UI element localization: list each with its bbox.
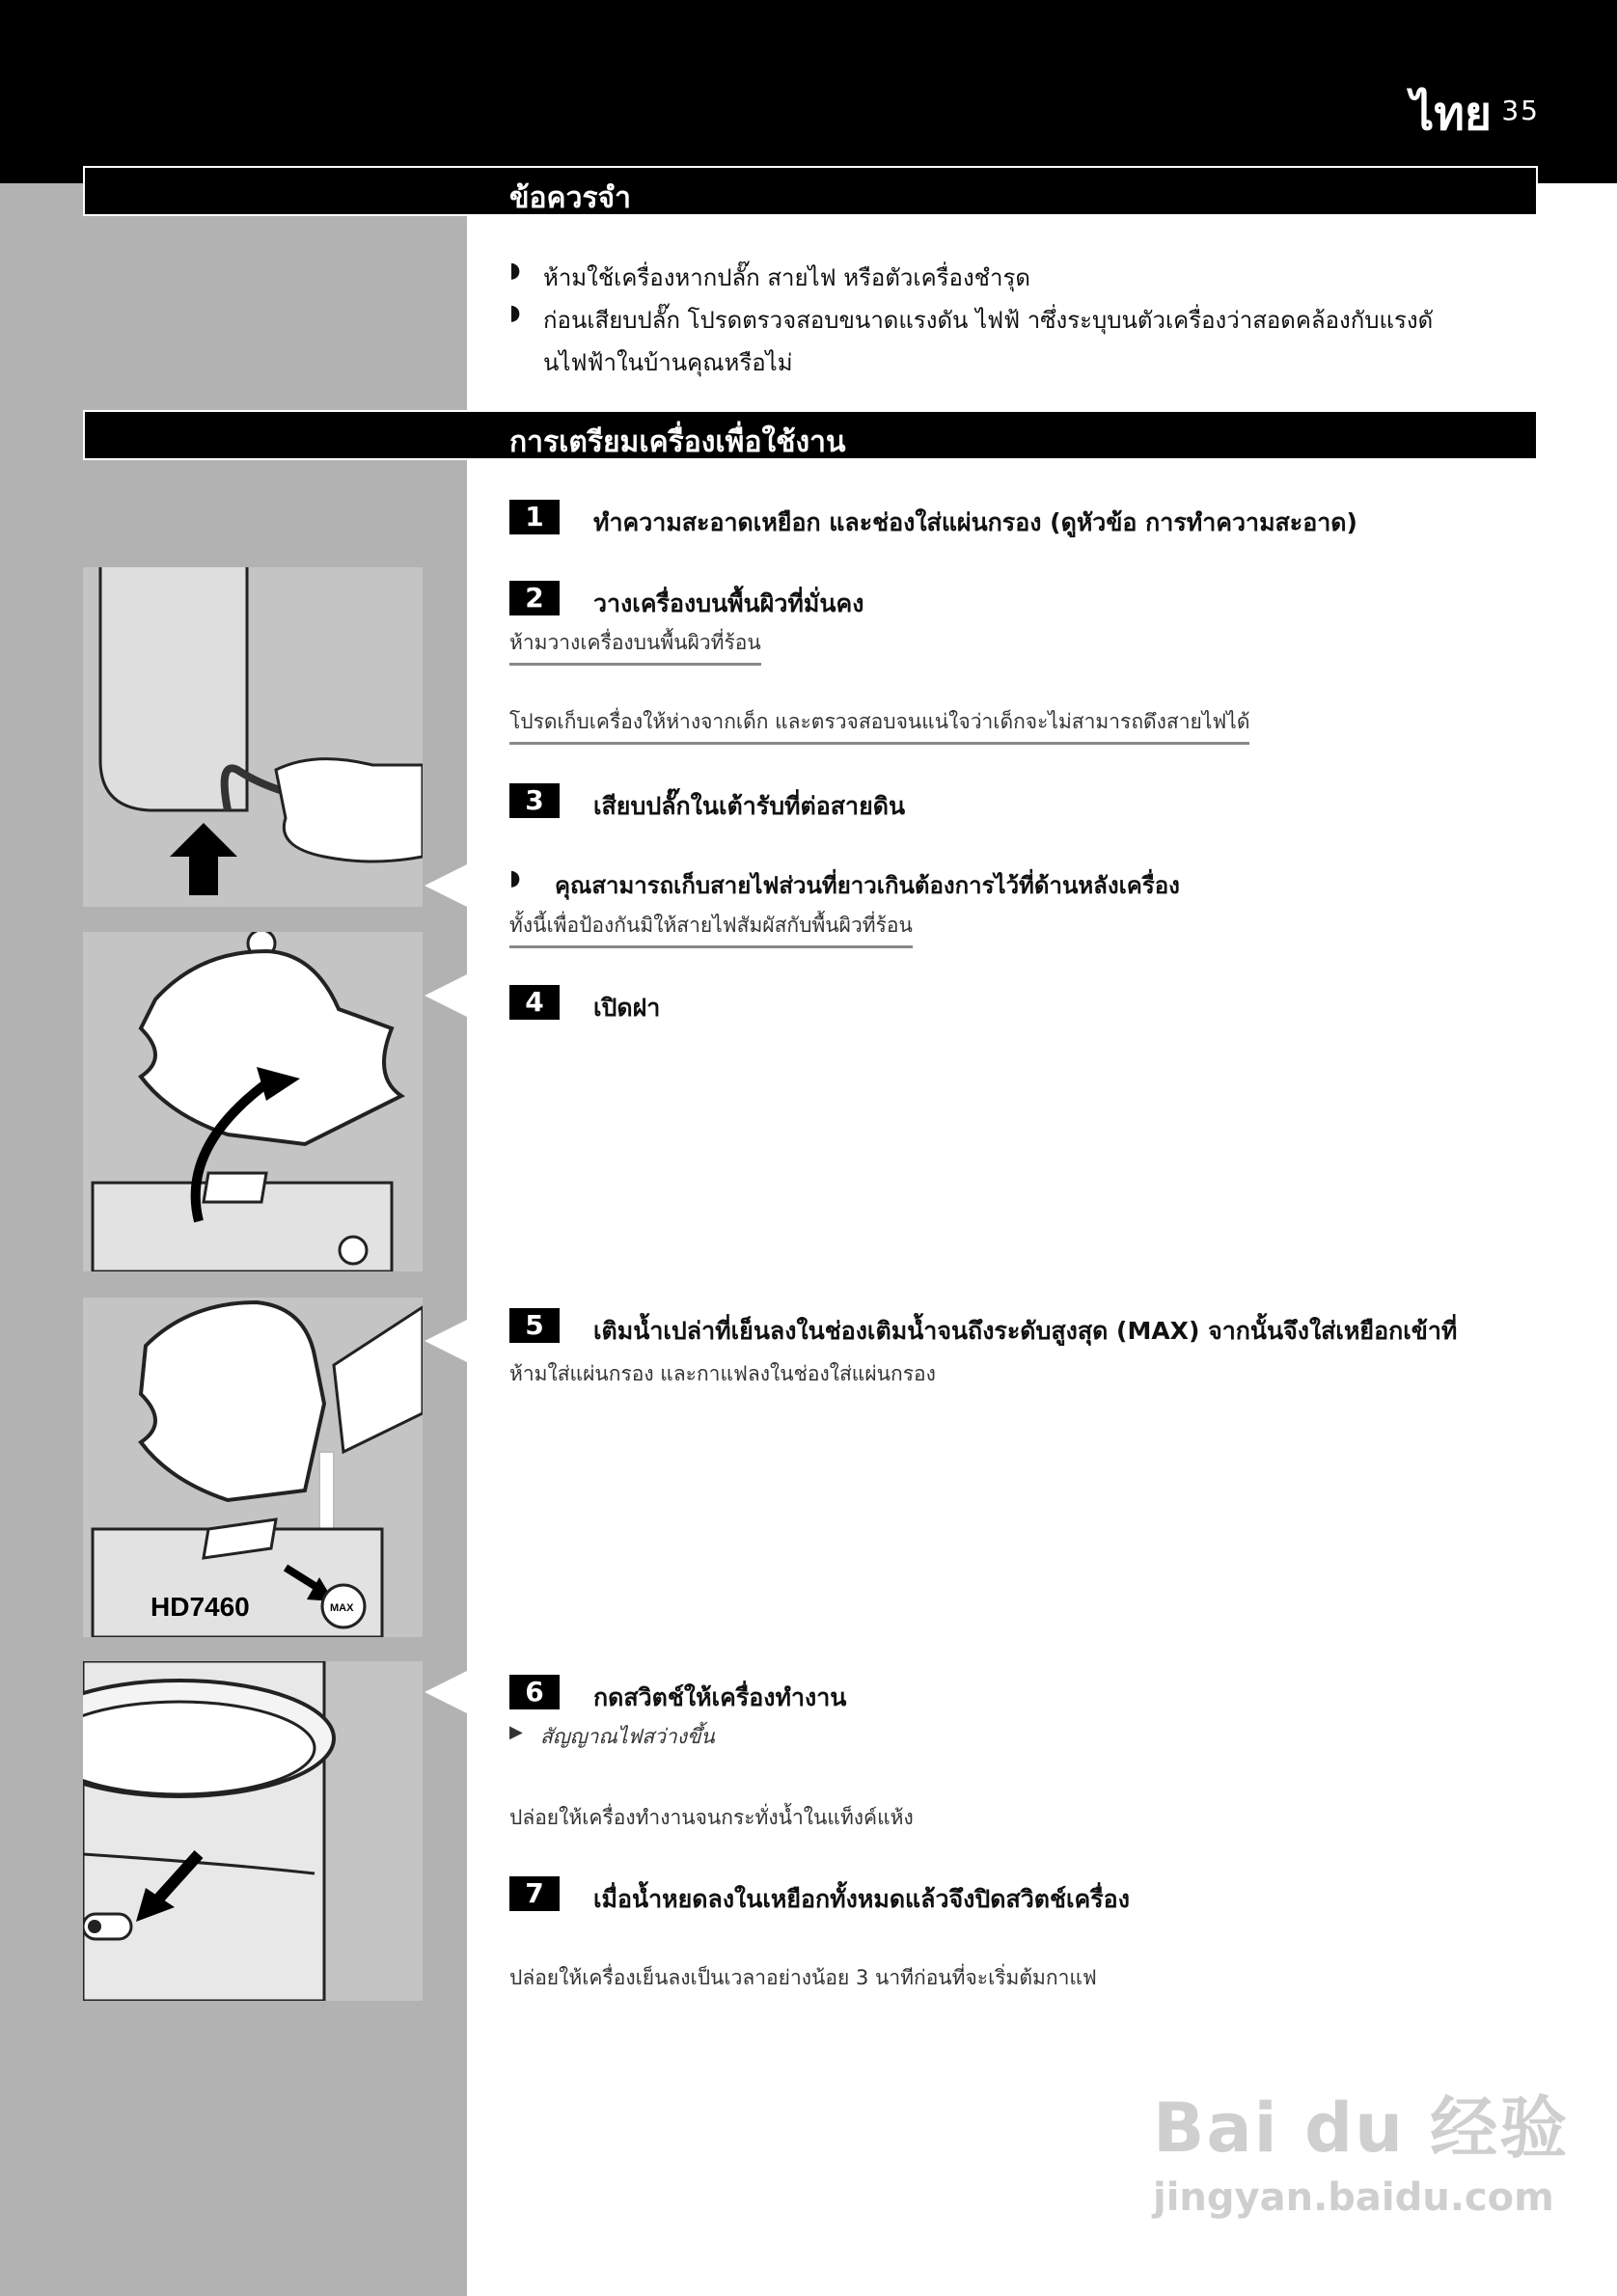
step-number-4: 4 <box>509 985 560 1020</box>
pointer-triangle <box>425 1671 467 1713</box>
switch-on-drawing <box>83 1661 423 2001</box>
step2-note-children: โปรดเก็บเครื่องให้ห่างจากเด็ก และตรวจสอบจนแน่ใจว่าเด็กจะไม่สามารถดึงสายไฟได้ <box>509 706 1249 745</box>
important-bullet-1: ห้ามใช้เครื่องหากปลั๊ก สายไฟ หรือตัวเครื่องชำรุด <box>543 264 1030 291</box>
bullet-icon: ◗ <box>509 866 521 890</box>
illustration-switch-on <box>83 1661 423 2001</box>
pointer-triangle <box>425 1320 467 1362</box>
important-bullet-2-cont: นไฟฟ้าในบ้านคุณหรือไม่ <box>543 349 793 376</box>
step3-cord-note: ทั้งนี้เพื่อป้องกันมิให้สายไฟสัมผัสกับพื้นผิวที่ร้อน <box>509 910 913 948</box>
section-header-prepare <box>83 410 1538 460</box>
pointer-triangle <box>425 974 467 1017</box>
important-bullet-2: ก่อนเสียบปลั๊ก โปรดตรวจสอบขนาดแรงดัน ไฟฟ้ าซึ่งระบุบนตัวเครื่องว่าสอดคล้องกับแรงดั <box>543 307 1434 334</box>
step-text-6: กดสวิตช์ให้เครื่องทำงาน <box>593 1683 847 1711</box>
illustration-open-lid <box>83 932 423 1271</box>
max-label: MAX <box>330 1602 354 1614</box>
watermark-url: jingyan.baidu.com <box>1153 2175 1554 2220</box>
open-lid-drawing <box>83 932 423 1271</box>
section-title-prepare: การเตรียมเครื่องเพื่อใช้งาน <box>509 425 846 459</box>
header-bar <box>0 0 1617 183</box>
step-text-3: เสียบปลั๊กในเต้ารับที่ต่อสายดิน <box>593 792 906 820</box>
step5-note: ห้ามใส่แผ่นกรอง และกาแฟลงในช่องใส่แผ่นกรอง <box>509 1362 936 1385</box>
bullet-icon: ◗ <box>509 301 521 325</box>
step-number-6: 6 <box>509 1675 560 1709</box>
step-text-5: เติมน้ำเปล่าที่เย็นลงในช่องเติมน้ำจนถึงระดับสูงสุด (MAX) จากนั้นจึงใส่เหยือกเข้าที่ <box>593 1317 1458 1345</box>
step6-result: สัญญาณไฟสว่างขึ้น <box>540 1725 715 1748</box>
watermark-brand: Bai du 经验 <box>1153 2089 1570 2168</box>
page-number: 35 <box>1501 95 1540 126</box>
illustration-fill-water <box>83 1298 423 1637</box>
illustration-plug-cord <box>83 567 423 907</box>
result-arrow-icon: ▶ <box>509 1722 523 1742</box>
bullet-icon: ◗ <box>509 259 521 283</box>
plug-cord-drawing <box>83 567 423 907</box>
step-number-5: 5 <box>509 1308 560 1343</box>
pointer-triangle <box>425 864 467 907</box>
section-header-important <box>83 166 1538 216</box>
language-label: ไทย <box>1411 87 1492 141</box>
step6-after-note: ปล่อยให้เครื่องทำงานจนกระทั่งน้ำในแท็งค์แห้ง <box>509 1806 914 1829</box>
step-text-4: เปิดฝา <box>593 994 661 1022</box>
step-text-1: ทำความสะอาดเหยือก และช่องใส่แผ่นกรอง (ดูหัวข้อ การทำความสะอาด) <box>593 508 1357 536</box>
model-label: HD7460 <box>151 1592 250 1622</box>
step7-after-note: ปล่อยให้เครื่องเย็นลงเป็นเวลาอย่างน้อย 3 นาทีก่อนที่จะเริ่มต้มกาแฟ <box>509 1966 1097 1989</box>
step3-cord-tip: คุณสามารถเก็บสายไฟส่วนที่ยาวเกินต้องการไว้ที่ด้านหลังเครื่อง <box>555 872 1180 899</box>
fill-water-drawing <box>83 1298 423 1637</box>
step-number-7: 7 <box>509 1876 560 1911</box>
step-text-7: เมื่อน้ำหยดลงในเหยือกทั้งหมดแล้วจึงปิดสวิตช์เครื่อง <box>593 1885 1130 1913</box>
section-title-important: ข้อควรจำ <box>509 181 631 215</box>
step2-note-hot-surface: ห้ามวางเครื่องบนพื้นผิวที่ร้อน <box>509 627 761 666</box>
step-number-2: 2 <box>509 581 560 615</box>
step-number-1: 1 <box>509 500 560 534</box>
step-text-2: วางเครื่องบนพื้นผิวที่มั่นคง <box>593 589 864 617</box>
step-number-3: 3 <box>509 783 560 818</box>
